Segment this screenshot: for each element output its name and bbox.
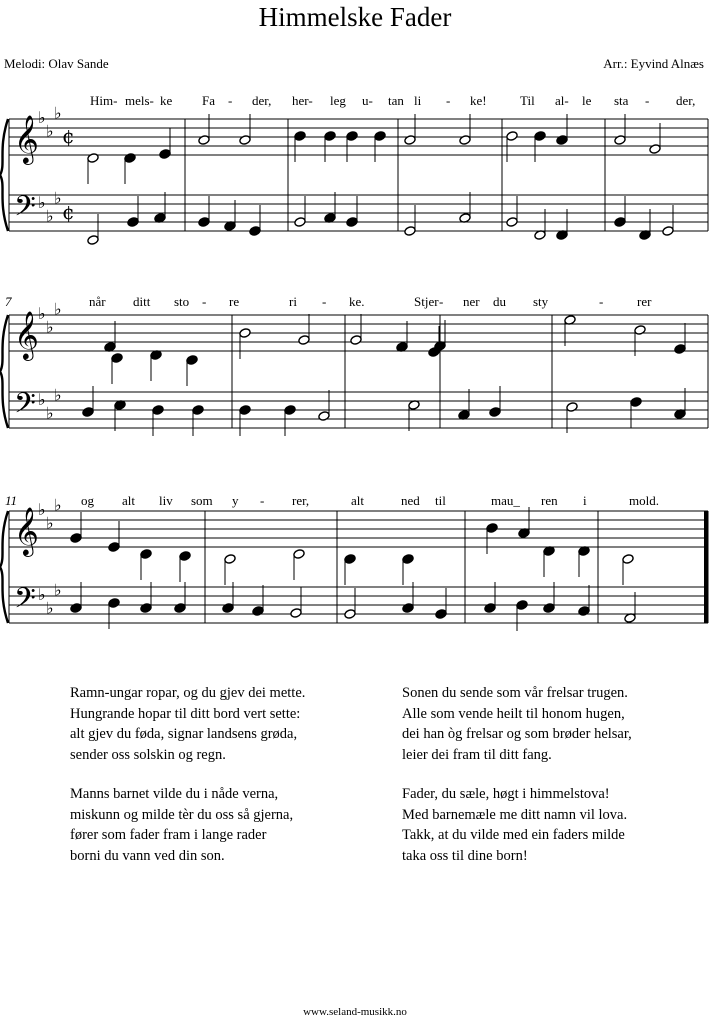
lyric-syllable: leg [330, 93, 346, 108]
lyric-syllable: alt [122, 493, 135, 508]
quarter-note-head [82, 407, 94, 418]
verse-line: Fader, du sæle, høgt i himmelstova! [402, 786, 610, 802]
lyric-syllable: sta [614, 93, 629, 108]
flat-accidental: ♭ [46, 598, 54, 618]
lyric-syllable: - [228, 93, 233, 108]
half-note-head [239, 135, 251, 146]
quarter-note-head [674, 344, 686, 355]
quarter-note-head [489, 407, 501, 418]
half-note-head [294, 217, 306, 228]
verses-right-column [402, 683, 632, 885]
lyric-syllable: ner [463, 294, 480, 309]
quarter-note-head [159, 149, 171, 160]
lyric-syllable: li [414, 93, 422, 108]
quarter-note-head [70, 533, 82, 544]
lyric-syllable: rer, [292, 493, 310, 508]
half-note-head [566, 402, 578, 413]
lyric-syllable: al- [555, 93, 569, 108]
bass-clef: 𝄢 [14, 582, 36, 622]
verse-line: leier dei fram til ditt fang. [402, 746, 552, 763]
flat-accidental: ♭ [46, 317, 54, 337]
lyric-syllable: når [89, 294, 106, 309]
quarter-note-head [284, 405, 296, 416]
half-note-head [293, 549, 305, 560]
quarter-note-head [486, 523, 498, 534]
verse-line: Alle som vende heilt til honom hugen, [402, 705, 625, 722]
half-note-head [344, 609, 356, 620]
flat-accidental: ♭ [46, 403, 54, 423]
verse-line: dei han òg frelsar og som brøder helsar, [402, 726, 632, 742]
lyric-syllable: Him- [90, 93, 118, 108]
lyric-syllable: y [232, 493, 239, 508]
melody-credit: Melodi: Olav Sande [4, 56, 109, 71]
verse-line: fører som fader fram i lange rader [70, 827, 267, 843]
half-note-head [87, 235, 99, 246]
flat-accidental: ♭ [54, 385, 62, 405]
flat-accidental: ♭ [54, 103, 62, 123]
lyric-syllable: der, [676, 93, 696, 108]
quarter-note-head [249, 226, 261, 237]
final-barline [704, 511, 708, 623]
lyric-syllable: Til [520, 93, 535, 108]
lyric-syllable: le [582, 93, 592, 108]
verse-line: Med barnemæle me ditt namn vil lova. [402, 806, 628, 823]
quarter-note-head [374, 131, 386, 142]
quarter-note-head [186, 355, 198, 366]
lyric-syllable: i [583, 493, 587, 508]
quarter-note-head [239, 405, 251, 416]
half-note-head [290, 608, 302, 619]
flat-accidental: ♭ [38, 585, 46, 604]
quarter-note-head [140, 603, 152, 614]
treble-clef: 𝄞 [14, 506, 39, 555]
lyric-syllable: - [645, 93, 650, 108]
verse-block [402, 784, 632, 866]
quarter-note-head [484, 603, 496, 614]
quarter-note-head [140, 549, 152, 560]
flat-accidental: ♭ [46, 513, 54, 533]
lyric-syllable: ke. [349, 294, 365, 309]
verse-line: Manns barnet vilde du i nåde verna, [70, 786, 279, 802]
half-note-head [198, 135, 210, 146]
verse-line: Takk, at du vilde med ein faders milde [402, 827, 625, 843]
lyric-syllable: ditt [133, 294, 151, 309]
lyric-syllable: alt [351, 493, 364, 508]
quarter-note-head [344, 554, 356, 565]
system-brace [0, 511, 8, 623]
arranger-credit: Arr.: Eyvind Alnæs [603, 56, 704, 71]
quarter-note-head [435, 609, 447, 620]
quarter-note-head [222, 603, 234, 614]
quarter-note-head [70, 603, 82, 614]
quarter-note-head [192, 405, 204, 416]
lyric-syllable: - [446, 93, 451, 108]
quarter-note-head [111, 353, 123, 364]
quarter-note-head [516, 600, 528, 611]
half-note-head [622, 554, 634, 565]
lyric-syllable: sty [533, 294, 549, 309]
lyric-syllable: - [322, 294, 327, 309]
system-brace [0, 119, 8, 231]
half-note-head [87, 153, 99, 164]
lyric-syllable: re [229, 294, 240, 309]
flat-accidental: ♭ [38, 390, 46, 409]
lyric-syllable: ke! [470, 93, 487, 108]
lyric-syllable: rer [637, 294, 652, 309]
verse-line: miskunn og milde tèr du oss så gjerna, [70, 806, 294, 823]
verse-block [402, 683, 632, 765]
flat-accidental: ♭ [54, 188, 62, 208]
half-note-head [459, 135, 471, 146]
half-note-head [634, 325, 646, 336]
verse-line: borni du vann ved din son. [70, 847, 225, 864]
verse-line: sender oss solskin og regn. [70, 746, 226, 763]
lyric-syllable: sto [174, 294, 190, 309]
half-note-head [506, 217, 518, 228]
lyric-syllable: der, [252, 93, 272, 108]
bass-clef: 𝄢 [14, 387, 36, 427]
lyric-syllable: du [493, 294, 506, 309]
quarter-note-head [534, 131, 546, 142]
footer-url: www.seland-musikk.no [303, 1006, 407, 1018]
flat-accidental: ♭ [38, 500, 46, 519]
quarter-note-head [124, 153, 136, 164]
quarter-note-head [346, 131, 358, 142]
quarter-note-head [402, 554, 414, 565]
half-note-head [298, 335, 310, 346]
lyric-syllable: Stjer [414, 294, 439, 309]
quarter-note-head [108, 598, 120, 609]
half-note-head [224, 554, 236, 565]
quarter-note-head [174, 603, 186, 614]
quarter-note-head [198, 217, 210, 228]
half-note-head [404, 135, 416, 146]
verse-line: taka oss til dine born! [402, 847, 528, 864]
flat-accidental: ♭ [38, 304, 46, 323]
quarter-note-head [630, 397, 642, 408]
treble-clef: 𝄞 [14, 310, 39, 359]
lyric-syllable: mold. [629, 493, 659, 508]
quarter-note-head [127, 217, 139, 228]
lyric-syllable: og [81, 493, 94, 508]
lyric-syllable: u- [362, 93, 373, 108]
quarter-note-head [294, 131, 306, 142]
treble-clef: 𝄞 [14, 114, 39, 163]
lyric-syllable: ri [289, 294, 297, 309]
lyric-syllable: liv [159, 493, 173, 508]
system-brace [0, 315, 8, 428]
lyric-syllable: ren [541, 493, 558, 508]
lyric-syllable: tan [388, 93, 404, 108]
measure-number: 7 [5, 294, 12, 309]
lyric-syllable: her- [292, 93, 313, 108]
cut-time-signature: ¢ [62, 124, 75, 148]
lyric-syllable: mau_ [491, 493, 520, 508]
flat-accidental: ♭ [38, 193, 46, 212]
lyric-syllable: som [191, 493, 213, 508]
lyric-syllable: ke [160, 93, 173, 108]
lyric-syllable: - [599, 294, 604, 309]
verse-line: Ramn-ungar ropar, og du gjev dei mette. [70, 685, 306, 701]
flat-accidental: ♭ [38, 108, 46, 127]
lyric-syllable: - [439, 294, 444, 309]
flat-accidental: ♭ [46, 206, 54, 226]
verse-block [70, 784, 305, 866]
quarter-note-head [614, 217, 626, 228]
lyric-syllable: ned [401, 493, 420, 508]
lyric-syllable: Fa [202, 93, 215, 108]
flat-accidental: ♭ [46, 121, 54, 141]
half-note-head [239, 328, 251, 339]
quarter-note-head [324, 131, 336, 142]
quarter-note-head [179, 551, 191, 562]
flat-accidental: ♭ [54, 580, 62, 600]
song-title: Himmelske Fader [258, 2, 452, 32]
half-note-head [404, 226, 416, 237]
half-note-head [614, 135, 626, 146]
half-note-head [649, 144, 661, 155]
bass-clef: 𝄢 [14, 190, 36, 230]
quarter-note-head [578, 606, 590, 617]
measure-number: 11 [5, 493, 18, 508]
cut-time-signature: ¢ [62, 200, 75, 224]
verse-line: Hungrande hopar til ditt bord vert sette: [70, 705, 301, 722]
half-note-head [506, 131, 518, 142]
quarter-note-head [252, 606, 264, 617]
verses-left-column [70, 683, 305, 885]
quarter-note-head [108, 542, 120, 553]
verse-line: alt gjev du føda, signar landsens grøda, [70, 726, 298, 742]
quarter-note-head [543, 603, 555, 614]
half-note-head [350, 335, 362, 346]
lyric-syllable: - [202, 294, 207, 309]
verse-block [70, 683, 305, 765]
quarter-note-head [556, 135, 568, 146]
quarter-note-head [402, 603, 414, 614]
verse-line: Sonen du sende som vår frelsar trugen. [402, 685, 628, 701]
flat-accidental: ♭ [54, 299, 62, 319]
half-note-head [318, 411, 330, 422]
quarter-note-head [346, 217, 358, 228]
flat-accidental: ♭ [54, 495, 62, 515]
lyric-syllable: mels- [125, 93, 154, 108]
lyric-syllable: til [435, 493, 446, 508]
half-note-head [662, 226, 674, 237]
quarter-note-head [152, 405, 164, 416]
lyric-syllable: - [260, 493, 265, 508]
